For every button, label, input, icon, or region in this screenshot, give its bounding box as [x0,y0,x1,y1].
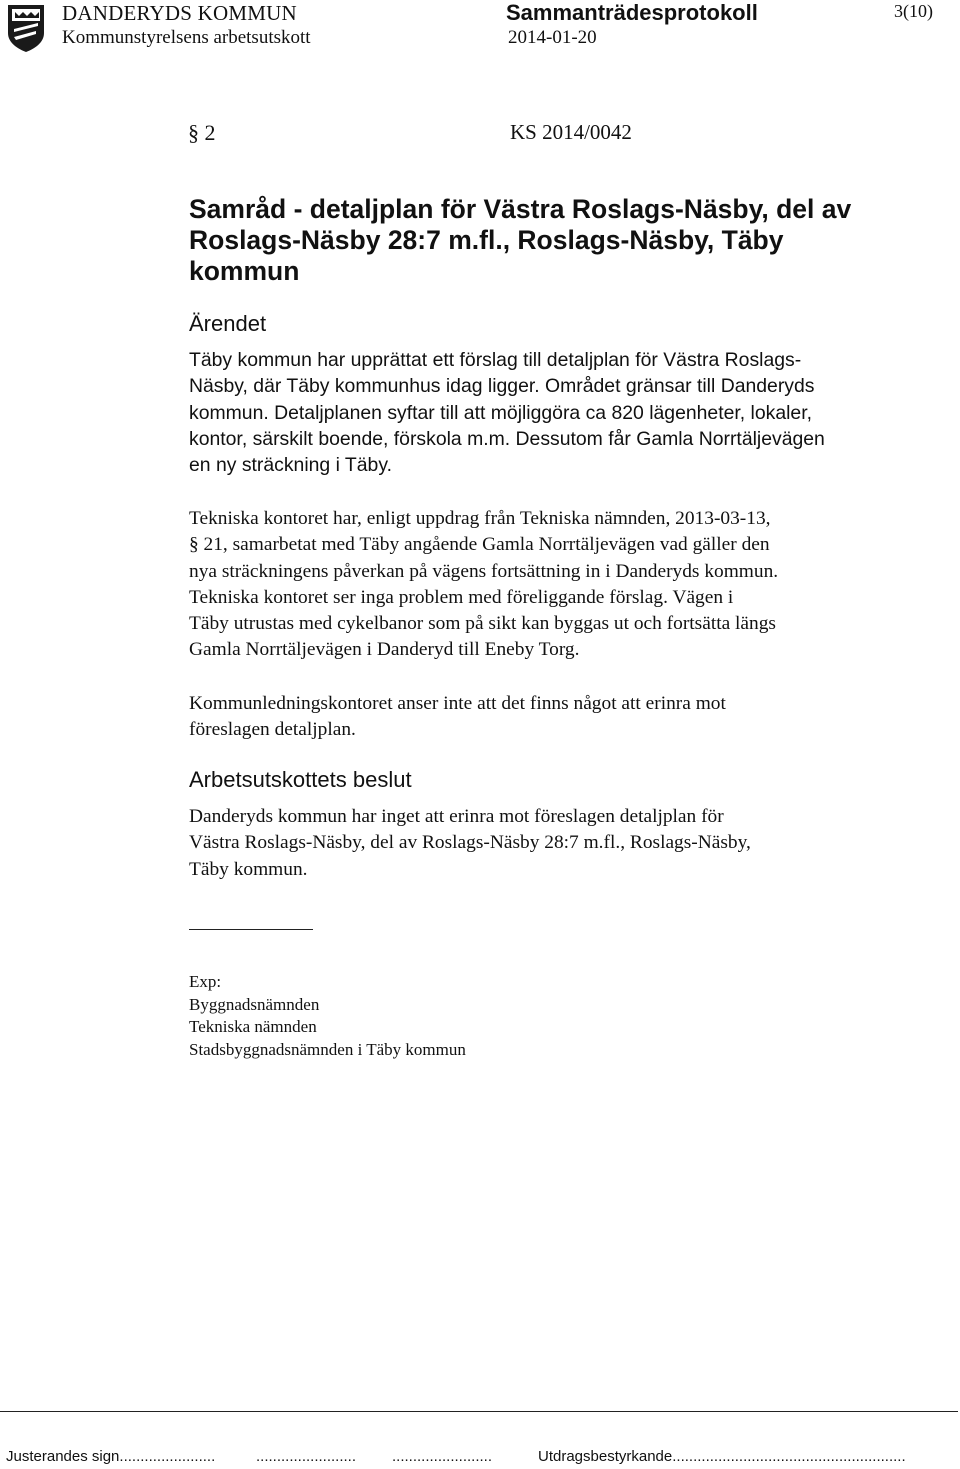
signature-divider [189,929,313,930]
text-line: en ny sträckning i Täby. [189,454,392,477]
header-document-type: Sammanträdesprotokoll [506,0,758,25]
text-line: Danderyds kommun har inget att erinra mot föreslagen detaljplan för [189,806,724,827]
section-heading-arendet: Ärendet [189,311,267,336]
footer-sign-dots-1: ........................ [256,1448,357,1465]
text-line: Näsby, där Täby kommunhus idag ligger. Området gränsar till Danderyds [189,375,815,398]
text-line: Täby kommun har upprättat ett förslag till detaljplan för Västra Roslags- [189,349,802,371]
text-line: kommun. Detaljplanen syftar till att möjliggöra ca 820 lägenheter, lokaler, [189,401,812,424]
beslut-paragraph [189,804,909,883]
municipal-coat-of-arms-icon [6,3,46,53]
text-line: Täby utrustas med cykelbanor som på sikt kan byggas ut och fortsätta längs [189,613,776,635]
text-line: nya sträckningens påverkan på vägens fortsättning in i Danderyds kommun. [189,560,779,582]
section-symbol: § [188,120,199,145]
item-number-value: 2 [204,120,216,145]
expedition-list [189,971,466,1061]
text-line: § 21, samarbetat med Täby angående Gamla Norrtäljevägen vad gäller den [189,534,770,556]
text-line: föreslagen detaljplan. [189,719,356,741]
text-line: Gamla Norrtäljevägen i Danderyd till Eneby Torg. [189,639,580,661]
text-line: Tekniska kontoret har, enligt uppdrag från Tekniska nämnden, 2013-03-13, [189,508,771,529]
text-line: kontor, särskilt boende, förskola m.m. Dessutom får Gamla Norrtäljevägen [189,427,825,450]
arendet-paragraph-3 [189,691,909,744]
footer-utdragsbestyrkande: Utdragsbestyrkande........................................................ [538,1448,906,1465]
header-page-number: 3(10) [894,1,933,21]
text-line: Täby kommun. [189,858,308,880]
text-line: Tekniska kontoret ser inga problem med föreliggande förslag. Vägen i [189,586,734,608]
header-org-name: DANDERYDS KOMMUN [62,1,297,25]
text-line: Kommunledningskontoret anser inte att det finns något att erinra mot [189,693,726,714]
footer-justerandes-sign: Justerandes sign....................... [6,1448,216,1465]
item-number [188,120,216,146]
expedition-label: Exp: [189,972,222,991]
text-line: Västra Roslags-Näsby, del av Roslags-Näsby 28:7 m.fl., Roslags-Näsby, [189,832,751,854]
case-number: KS 2014/0042 [510,120,632,144]
section-heading-beslut: Arbetsutskottets beslut [189,767,412,792]
header-committee: Kommunstyrelsens arbetsutskott [62,27,311,48]
expedition-recipient: Tekniska nämnden [189,1017,317,1036]
item-title: Samråd - detaljplan för Västra Roslags-Näsby, del av Roslags-Näsby 28:7 m.fl., Roslags-Näsby, Täby kommun [189,194,852,286]
expedition-recipient: Stadsbyggnadsnämnden i Täby kommun [189,1039,466,1059]
footer-sign-dots-2: ........................ [392,1448,493,1465]
header-date: 2014-01-20 [508,27,597,48]
arendet-paragraph-2 [189,506,909,664]
footer-divider [0,1411,958,1412]
arendet-paragraph-1 [189,347,909,478]
expedition-recipient: Byggnadsnämnden [189,994,320,1014]
